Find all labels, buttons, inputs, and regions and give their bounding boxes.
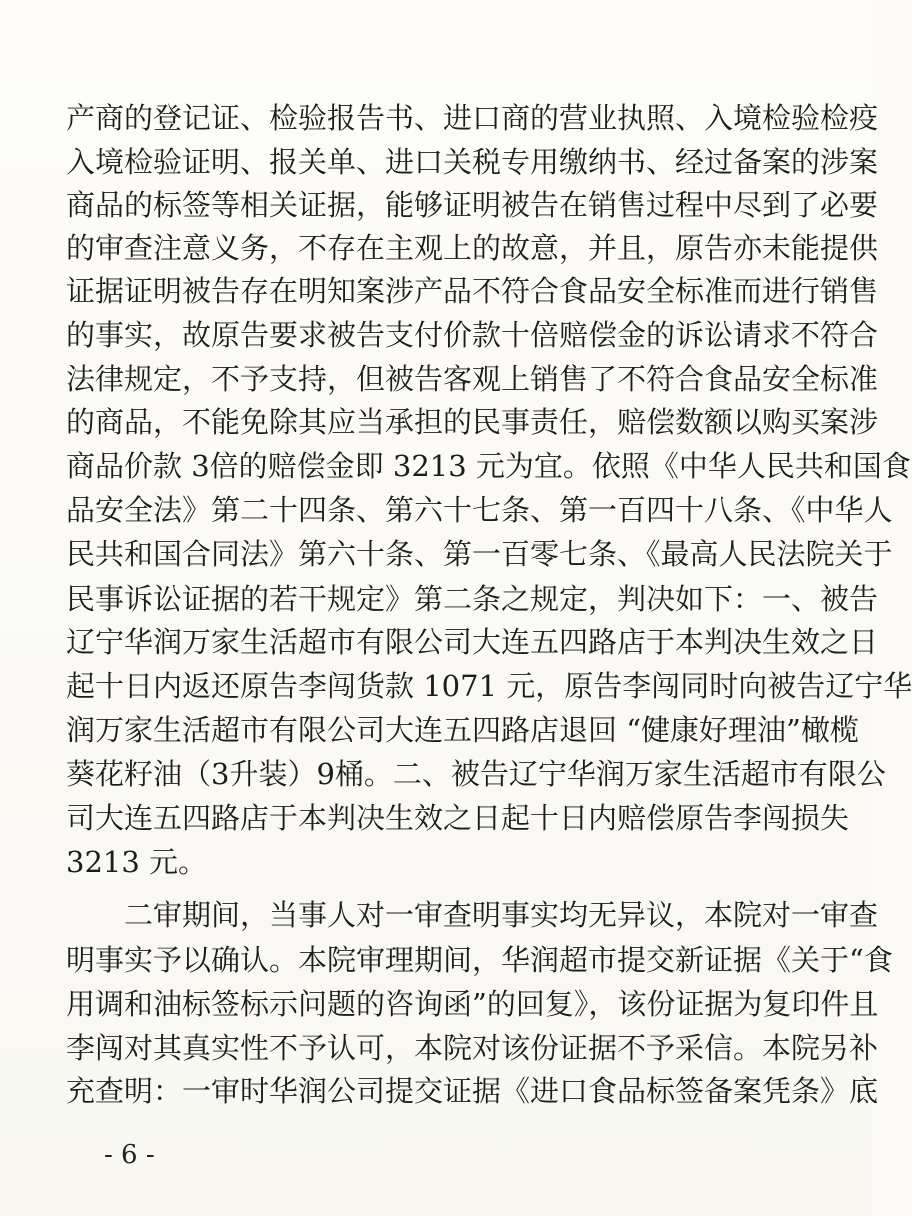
text-line: 产商的登记证、检验报告书、进口商的营业执照、入境检验检疫 xyxy=(66,101,879,135)
text-line: 的审查注意义务，不存在主观上的故意，并且，原告亦未能提供 xyxy=(66,231,879,265)
text-line: 民共和国合同法》第六十条、第一百零七条、《最高人民法院关于 xyxy=(66,537,893,571)
text-line: 葵花籽油（3升装）9桶。二、被告辽宁华润万家生活超市有限公 xyxy=(66,757,886,791)
text-line: 辽宁华润万家生活超市有限公司大连五四路店于本判决生效之日 xyxy=(66,625,879,659)
page-number: - 6 - xyxy=(104,1140,155,1170)
text-line: 二审期间，当事人对一审查明事实均无异议，本院对一审查 xyxy=(124,898,879,932)
text-line: 品安全法》第二十四条、第六十七条、第一百四十八条、《中华人 xyxy=(66,493,893,527)
text-line: 司大连五四路店于本判决生效之日起十日内赔偿原告李闯损失 xyxy=(66,801,850,835)
text-line: 充查明：一审时华润公司提交证据《进口食品标签备案凭条》底 xyxy=(66,1074,879,1108)
text-line: 的事实，故原告要求被告支付价款十倍赔偿金的诉讼请求不符合 xyxy=(66,318,879,352)
text-line: 商品的标签等相关证据，能够证明被告在销售过程中尽到了必要 xyxy=(66,188,879,222)
text-line: 润万家生活超市有限公司大连五四路店退回 “健康好理油”橄榄 xyxy=(66,713,859,747)
text-line: 民事诉讼证据的若干规定》第二条之规定，判决如下：一、被告 xyxy=(66,582,879,616)
text-line: 3213 元。 xyxy=(66,845,208,879)
text-line: 起十日内返还原告李闯货款 1071 元，原告李闯同时向被告辽宁华 xyxy=(66,669,912,703)
text-line: 明事实予以确认。本院审理期间，华润超市提交新证据《关于“食 xyxy=(66,943,893,977)
text-line: 商品价款 3倍的赔偿金即 3213 元为宜。依照《中华人民共和国食 xyxy=(66,449,911,483)
text-line: 证据证明被告存在明知案涉产品不符合食品安全标准而进行销售 xyxy=(66,274,879,308)
text-line: 法律规定，不予支持，但被告客观上销售了不符合食品安全标准 xyxy=(66,362,879,396)
text-line: 用调和油标签标示问题的咨询函”的回复》，该份证据为复印件且 xyxy=(66,987,879,1021)
text-line: 的商品，不能免除其应当承担的民事责任，赔偿数额以购买案涉 xyxy=(66,405,879,439)
text-line: 李闯对其真实性不予认可，本院对该份证据不予采信。本院另补 xyxy=(66,1031,879,1065)
text-line: 入境检验证明、报关单、进口关税专用缴纳书、经过备案的涉案 xyxy=(66,145,879,179)
